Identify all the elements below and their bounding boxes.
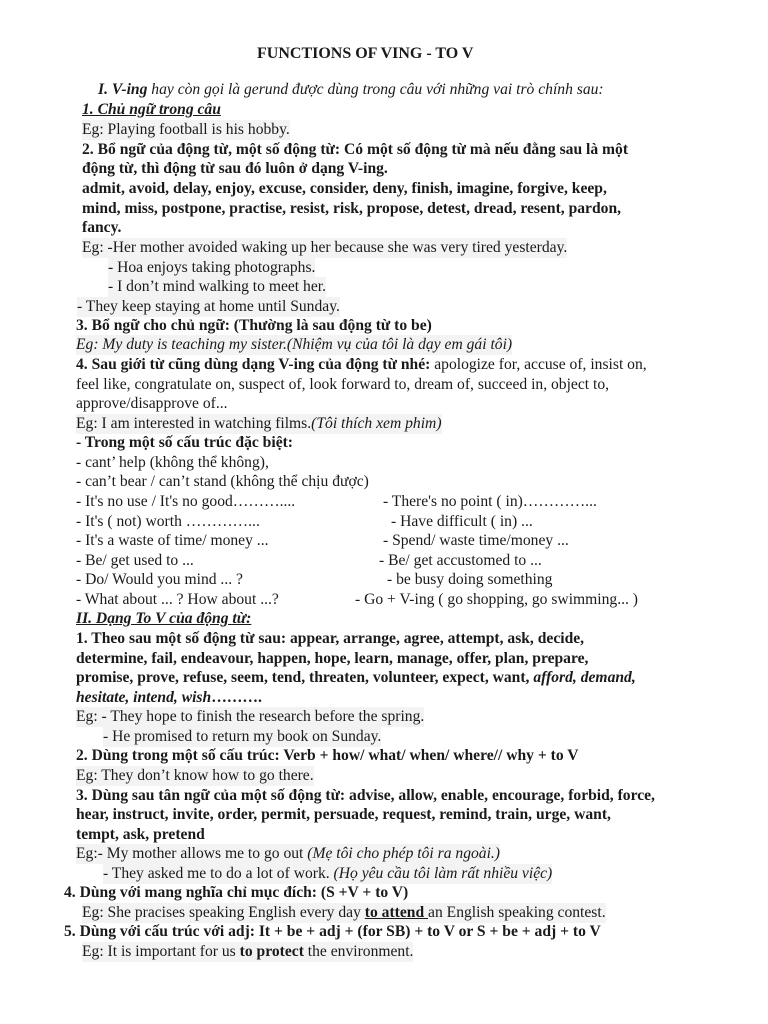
- s2-h5-example-emph: to protect: [239, 943, 304, 960]
- section-1-heading: [98, 80, 604, 100]
- s1-h4-example: [76, 414, 442, 434]
- structure-left-3: - It's a waste of time/ money ...: [76, 532, 269, 549]
- s2-h3-example-2-vi: (Họ yêu cầu tôi làm rất nhiều việc): [333, 865, 553, 882]
- structure-left-6: - What about ... ? How about ...?: [76, 591, 279, 608]
- s2-heading-3-line1: 3. Dùng sau tân ngữ của một số động từ: advise, allow, enable, encourage, forbid, force,: [76, 787, 655, 804]
- s1-heading-1: 1. Chủ ngữ trong câu: [82, 101, 221, 118]
- s1-h2-example-4: - They keep staying at home until Sunday.: [77, 298, 340, 315]
- s1-heading-2-line1: 2. Bổ ngữ của động từ, một số động từ: Có một số động từ mà nếu đằng sau là một: [82, 141, 629, 158]
- page-title: FUNCTIONS OF VING - TO V: [257, 45, 474, 62]
- s2-h4-example-a: Eg: She pracises speaking English every day: [82, 904, 365, 921]
- s2-h5-example-a: Eg: It is important for us: [82, 943, 240, 960]
- s2-h3-example-2: [103, 864, 552, 884]
- s1-heading-4-line3: approve/disapprove of...: [76, 395, 228, 412]
- s2-h5-example-c: the environment.: [303, 943, 414, 960]
- special-structure-2: - can’t bear / can’t stand (không thể chịu được): [76, 473, 369, 490]
- verb-list-line1: admit, avoid, delay, enjoy, excuse, consider, deny, finish, imagine, forgive, keep,: [82, 180, 607, 197]
- s1-h1-example: Eg: Playing football is his hobby.: [82, 121, 290, 138]
- section-2-heading: II. Dạng To V của động từ:: [76, 610, 252, 627]
- verb-list-line2: mind, miss, postpone, practise, resist, risk, propose, detest, dread, resent, pardon,: [82, 200, 622, 217]
- structure-right-4: - Be/ get accustomed to ...: [379, 552, 542, 569]
- s2-h3-example-1: [76, 844, 500, 864]
- s2-heading-1-line3: [76, 668, 636, 688]
- structure-right-3: - Spend/ waste time/money ...: [383, 532, 569, 549]
- structure-right-5: - be busy doing something: [387, 571, 553, 588]
- section-1-roman: I. V-ing: [98, 81, 148, 98]
- structure-left-1: - It's no use / It's no good………....: [76, 493, 296, 510]
- s2-heading-1-line1: 1. Theo sau một số động từ sau: appear, arrange, agree, attempt, ask, decide,: [76, 630, 585, 647]
- structure-left-5: - Do/ Would you mind ... ?: [76, 571, 243, 588]
- structure-right-6: - Go + V-ing ( go shopping, go swimming... ): [355, 591, 638, 608]
- s1-h2-example-3: - I don’t mind walking to meet her.: [108, 278, 326, 295]
- s2-h4-example: [82, 903, 606, 923]
- s1-h2-example-1: Eg: -Her mother avoided waking up her because she was very tired yesterday.: [82, 239, 568, 256]
- s2-verbs-bold: promise, prove, refuse, seem, tend, threaten, volunteer, expect, want,: [76, 669, 534, 686]
- verb-list-line3: fancy.: [82, 219, 122, 236]
- structure-left-2: - It's ( not) worth …………...: [76, 513, 260, 530]
- structure-left-4: - Be/ get used to ...: [76, 552, 194, 569]
- s1-heading-3: 3. Bổ ngữ cho chủ ngữ: (Thường là sau động từ to be): [76, 317, 432, 334]
- s2-h4-example-emph: to attend: [364, 904, 429, 921]
- s2-verbs-italic-2: hesitate, intend, wish: [76, 689, 212, 706]
- s2-h4-example-c: an English speaking contest.: [428, 904, 606, 921]
- s1-heading-4-line1: [76, 355, 647, 375]
- s2-h3-example-1-vi: (Mẹ tôi cho phép tôi ra ngoài.): [307, 845, 501, 862]
- s2-h5-example: [82, 942, 413, 962]
- s2-h3-example-1-en: Eg:- My mother allows me to go out: [76, 845, 308, 862]
- s1-heading-4-verbs: apologize for, accuse of, insist on,: [430, 356, 647, 373]
- s1-h3-example: Eg: My duty is teaching my sister.(Nhiệm vụ của tôi là dạy em gái tôi): [76, 336, 513, 353]
- s2-verbs-italic: afford, demand,: [533, 669, 636, 686]
- special-structures-heading: - Trong một số cấu trúc đặc biệt:: [76, 434, 293, 451]
- s2-heading-2: [76, 746, 579, 766]
- special-structure-1: - cant’ help (không thể không),: [76, 454, 269, 471]
- s2-h2-example: Eg: They don’t know how to go there.: [76, 767, 314, 784]
- structure-right-2: - Have difficult ( in) ...: [391, 513, 533, 530]
- s1-h2-example-2: - Hoa enjoys taking photographs.: [108, 259, 316, 276]
- s2-heading-4: 4. Dùng với mang nghĩa chỉ mục đích: (S +V + to V): [64, 884, 409, 901]
- structure-right-1: - There's no point ( in)…………...: [383, 493, 597, 510]
- s2-heading-3-line3: tempt, ask, pretend: [76, 826, 205, 843]
- s2-heading-3-line2: hear, instruct, invite, order, permit, persuade, request, remind, train, urge, want,: [76, 806, 611, 823]
- s2-verbs-ellipsis: ……….: [211, 689, 262, 706]
- s2-heading-1-line4: [76, 688, 262, 708]
- s2-heading-5: 5. Dùng với cấu trúc với adj: It + be + adj + (for SB) + to V or S + be + adj + to V: [64, 923, 601, 940]
- s1-heading-2-line2: động từ, thì động từ sau đó luôn ở dạng V-ing.: [82, 160, 388, 177]
- s2-h1-example-2: - He promised to return my book on Sunday.: [103, 728, 382, 745]
- s1-heading-4-title: 4. Sau giới từ cũng dùng dạng V-ing của động từ nhé:: [76, 356, 431, 373]
- s1-h4-example-en: Eg: I am interested in watching films.: [76, 415, 312, 432]
- section-1-intro: hay còn gọi là gerund được dùng trong câu với những vai trò chính sau:: [147, 81, 604, 98]
- s2-heading-2-title: 2. Dùng trong một số cấu trúc: [76, 747, 275, 764]
- s2-h3-example-2-en: - They asked me to do a lot of work.: [103, 865, 334, 882]
- s2-heading-2-structure: : Verb + how/ what/ when/ where// why + to V: [274, 747, 579, 764]
- s2-heading-1-line2: determine, fail, endeavour, happen, hope, learn, manage, offer, plan, prepare,: [76, 650, 589, 667]
- s1-h4-example-vi: (Tôi thích xem phim): [311, 415, 442, 432]
- s1-heading-4-line2: feel like, congratulate on, suspect of, look forward to, dream of, succeed in, object to,: [76, 376, 610, 393]
- s2-h1-example-1: Eg: - They hope to finish the research before the spring.: [76, 708, 425, 725]
